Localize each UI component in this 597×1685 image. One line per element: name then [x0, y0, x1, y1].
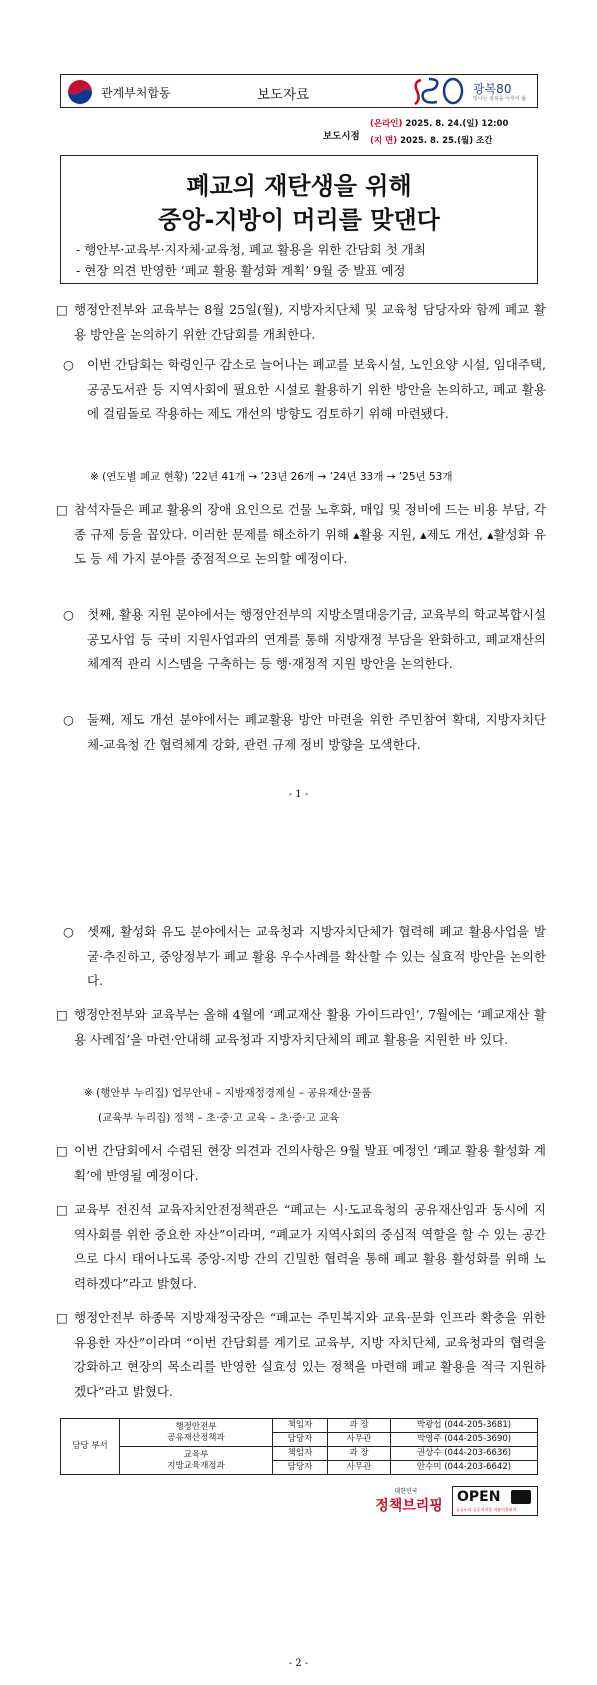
box-bullet: □ — [56, 1143, 68, 1158]
release-online-time: 2025. 8. 24.(일) 12:00 — [405, 119, 509, 129]
person-cell: 박광섭 (044-205-3681) — [391, 1419, 538, 1433]
release-print — [370, 134, 493, 146]
box-bullet: □ — [56, 502, 68, 517]
box-bullet: □ — [56, 302, 68, 317]
person-cell: 안수미 (044-203-6642) — [391, 1461, 538, 1475]
paragraph-5 — [56, 1139, 546, 1188]
open-license-logo — [452, 1486, 538, 1516]
website-note-1: ※ (행안부 누리집) 업무안내 – 지방재정경제실 – 공유재산·물품 — [84, 1087, 372, 1099]
headline-line-1: 폐교의 재탄생을 위해 — [186, 172, 412, 200]
liberation-80-logo-icon — [411, 76, 473, 106]
box-bullet: □ — [56, 1007, 68, 1022]
press-header — [60, 74, 538, 108]
release-online — [370, 117, 508, 129]
release-time-label: 보도시점 — [323, 131, 360, 142]
dept-division: 지방교육재정과 — [167, 1460, 225, 1471]
circle-bullet: ○ — [63, 607, 74, 622]
paragraph-text: 둘째, 제도 개선 분야에서는 폐교활용 방안 마련을 위한 주민참여 확대, 지방자치단체-교육청 간 협력체계 강화, 관련 규제 정비 방향을 모색한다. — [87, 712, 546, 752]
open-subtext: 공공누리 공공저작물 자유이용허락 — [456, 1507, 517, 1512]
person-cell: 박영주 (044-205-3690) — [391, 1433, 538, 1447]
title-cell: 사무관 — [328, 1433, 391, 1447]
briefing-small-text: 대한민국 — [394, 1488, 418, 1495]
press-release-label: 보도자료 — [257, 87, 310, 103]
paragraph-7 — [56, 1306, 546, 1404]
paragraph-2b — [63, 708, 546, 757]
role-cell: 담당자 — [273, 1433, 328, 1447]
paragraph-text: 이번 간담회는 학령인구 감소로 늘어나는 폐교를 보육시설, 노인요양 시설, 임대주택, 공공도서관 등 지역사회에 필요한 시설로 활용하기 위한 방안을 논의하고, 폐교 활용에 걸림돌로 작용하는 제도 개선의 방향도 검토하기 위해 마련됐다. — [87, 357, 546, 421]
liberation-80-text: 광복80 — [473, 82, 512, 96]
paragraph-1a — [63, 353, 546, 427]
table-row — [61, 1419, 538, 1433]
paragraph-1 — [56, 298, 546, 347]
table-row — [61, 1447, 538, 1461]
paragraph-text: 셋째, 활성화 유도 분야에서는 교육청과 지방자치단체가 협력해 폐교 활용사업을 발굴·추진하고, 중앙정부가 폐교 활용 우수사례를 확산할 수 있는 실효적 방안을 논의한다. — [87, 924, 546, 988]
dept-cell — [120, 1447, 273, 1475]
circle-bullet: ○ — [63, 712, 74, 727]
paragraph-2 — [56, 498, 546, 572]
page-number-1: - 1 - — [288, 789, 309, 800]
paragraph-3a — [63, 920, 546, 994]
briefing-main-text: 정책브리핑 — [375, 1498, 443, 1514]
release-online-tag: (온라인) — [370, 119, 403, 129]
paragraph-2a — [63, 603, 546, 677]
policy-briefing-logo — [370, 1486, 448, 1516]
title-cell: 과 장 — [328, 1419, 391, 1433]
title-cell: 사무관 — [328, 1461, 391, 1475]
paragraph-text: 행정안전부 하종목 지방재정국장은 “폐교는 주민복지와 교육·문화 인프라 확충을 위한 유용한 자산”이라며 “이번 간담회를 계기로 교육부, 지방 자치단체, 교육청과의 협력을 강화하고 현장의 목소리를 반영한 실효성 있는 정책을 마련해 폐교 활용을 적극 지원하겠다”라고 밝혔다. — [74, 1310, 546, 1399]
subheadline-2: - 현장 의견 반영한 ‘폐교 활용 활성화 계획’ 9월 중 발표 예정 — [76, 263, 406, 278]
paragraph-text: 행정안전부와 교육부는 올해 4월에 ‘폐교재산 활용 가이드라인’, 7월에는 ‘폐교재산 활용 사례집’을 마련·안내해 교육청과 지방자치단체의 폐교 활용을 지원한 바 있다. — [74, 1007, 546, 1047]
dept-name: 교육부 — [183, 1449, 209, 1460]
contact-label: 담당 부서 — [61, 1419, 120, 1475]
dept-division: 공유재산정책과 — [167, 1432, 225, 1443]
role-cell: 담당자 — [273, 1461, 328, 1475]
liberation-80-subtext: 빛나는 광복을 이루어 삶 — [473, 96, 527, 102]
open-text: OPEN — [457, 1489, 501, 1505]
title-box — [60, 155, 538, 284]
role-cell: 책임자 — [273, 1419, 328, 1433]
paragraph-text: 교육부 전진석 교육자치안전정책관은 “폐교는 시·도교육청의 공유재산임과 동시에 지역사회를 위한 중요한 자산”이라며, “폐교가 지역사회의 중심적 역할을 할 수 있는 공간으로 다시 태어나도록 중앙-지방 간의 긴밀한 협력을 통해 폐교 활용 활성화를 위해 노력하겠다”라고 밝혔다. — [74, 1202, 546, 1291]
website-note-2: (교육부 누리집) 정책 – 초·중·고 교육 – 초·중·고 교육 — [98, 1112, 340, 1124]
release-print-tag: (지 면) — [370, 136, 398, 146]
role-cell: 책임자 — [273, 1447, 328, 1461]
circle-bullet: ○ — [63, 357, 74, 372]
gov-label: 관계부처합동 — [101, 86, 171, 100]
paragraph-4 — [56, 1003, 546, 1052]
box-bullet: □ — [56, 1202, 68, 1217]
paragraph-6 — [56, 1198, 546, 1296]
circle-bullet: ○ — [63, 924, 74, 939]
subheadline-1: - 행안부·교육부·지자체·교육청, 폐교 활용을 위한 간담회 첫 개최 — [76, 242, 426, 257]
contact-table — [60, 1418, 538, 1475]
page-number-2: - 2 - — [288, 1658, 309, 1669]
person-cell: 권상수 (044-203-6636) — [391, 1447, 538, 1461]
closure-stats-note: ※ (연도별 폐교 현황) ’22년 41개 → ’23년 26개 → ’24년 33개 → ’25년 53개 — [90, 471, 453, 483]
box-bullet: □ — [56, 1310, 68, 1325]
government-emblem-icon — [67, 79, 93, 105]
paragraph-text: 이번 간담회에서 수렴된 현장 의견과 건의사항은 9월 발표 예정인 ‘폐교 활용 활성화 계획’에 반영될 예정이다. — [74, 1143, 546, 1183]
dept-cell — [120, 1419, 273, 1447]
paragraph-text: 참석자들은 폐교 활용의 장애 요인으로 건물 노후화, 매입 및 정비에 드는 비용 부담, 각종 규제 등을 꼽았다. 이러한 문제를 해소하기 위해 ▴활용 지원, ▴제도 개선, ▴활성화 유도 등 세 가지 분야를 중점적으로 논의할 예정이다. — [74, 502, 546, 566]
paragraph-text: 행정안전부와 교육부는 8월 25일(월), 지방자치단체 및 교육청 담당자와 함께 폐교 활용 방안을 논의하기 위한 간담회를 개최한다. — [74, 302, 546, 342]
person-icon — [511, 1490, 531, 1504]
title-cell: 과 장 — [328, 1447, 391, 1461]
release-print-time: 2025. 8. 25.(월) 조간 — [400, 136, 493, 146]
dept-name: 행정안전부 — [175, 1421, 217, 1432]
paragraph-text: 첫째, 활용 지원 분야에서는 행정안전부의 지방소멸대응기금, 교육부의 학교복합시설 공모사업 등 국비 지원사업과의 연계를 통해 지방재정 부담을 완화하고, 폐교재산의 체계적 관리 시스템을 구축하는 등 행·재정적 지원 방안을 논의한다. — [87, 607, 546, 671]
headline-line-2: 중앙-지방이 머리를 맞댄다 — [158, 206, 440, 234]
